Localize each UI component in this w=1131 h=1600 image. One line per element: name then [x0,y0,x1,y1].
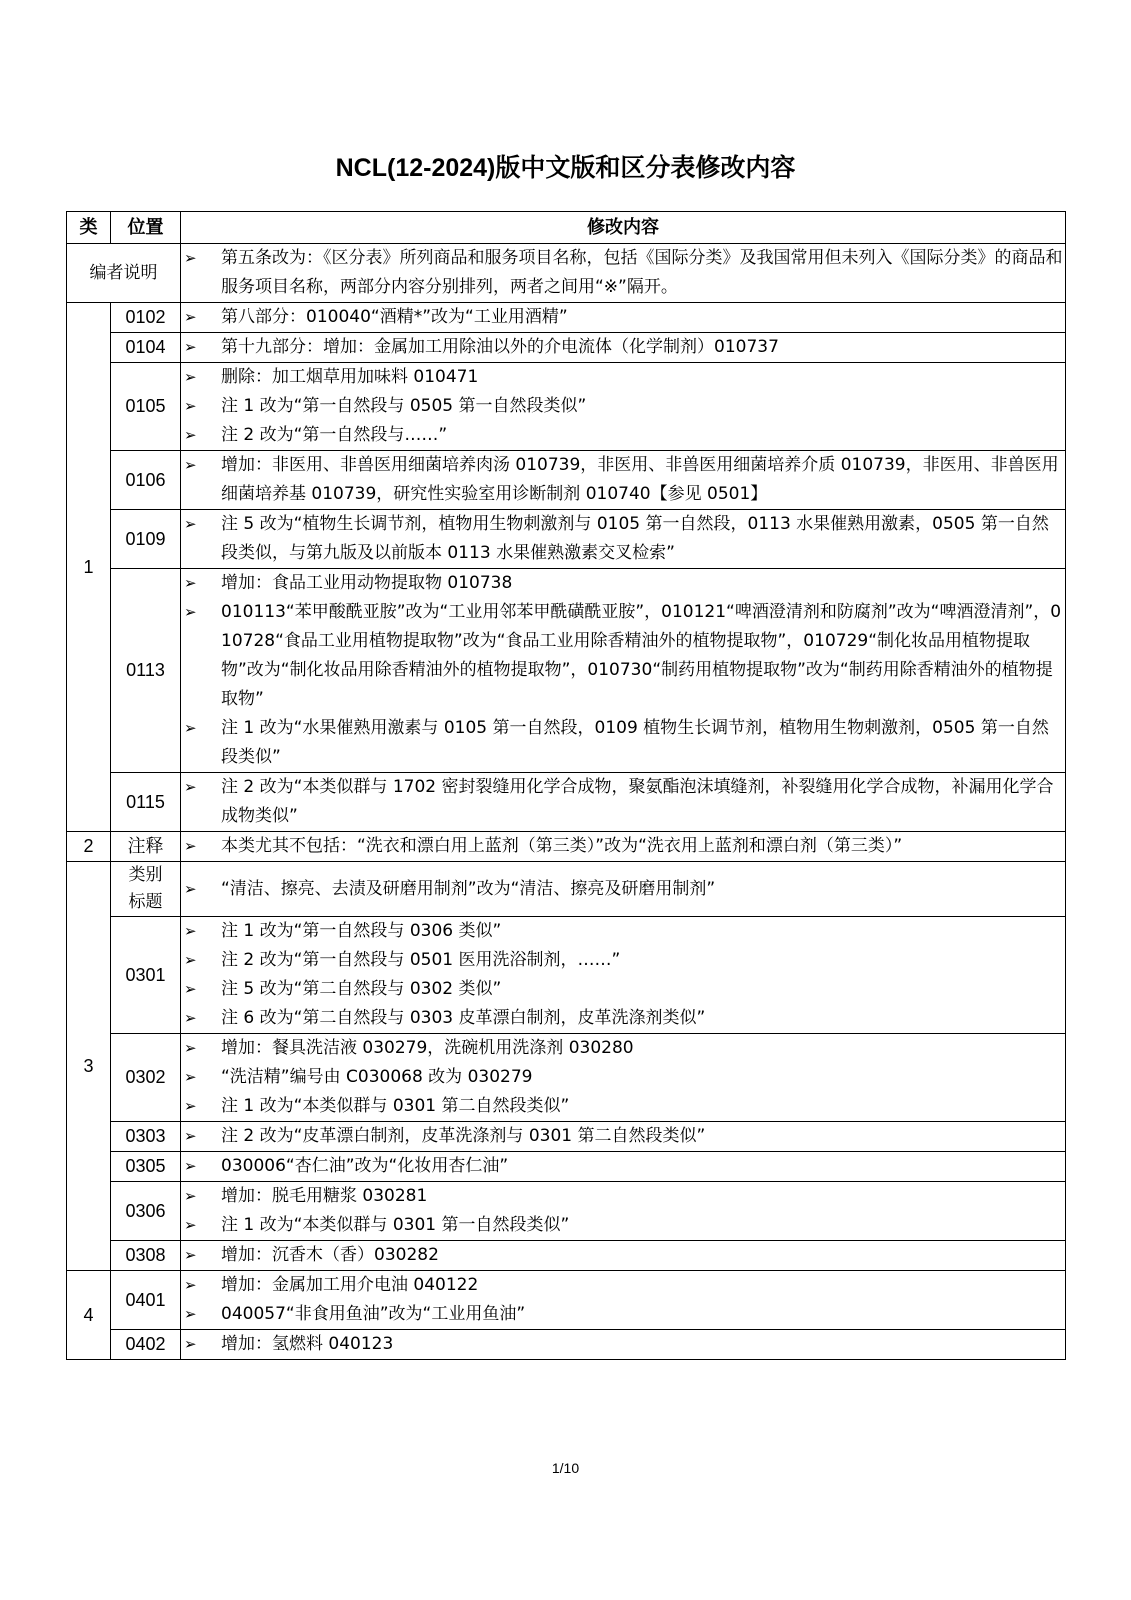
arrow-bullet-icon: ➢ [184,1216,197,1234]
table-row [67,1034,1066,1122]
position-cell: 类别标题 [111,862,181,917]
change-item-text: 增加：食品工业用动物提取物 010738 [221,573,513,593]
change-content-cell [181,363,1066,451]
table-row [67,1241,1066,1271]
change-content-cell [181,1122,1066,1152]
change-item [181,1063,1065,1092]
change-item-text: 注 5 改为“植物生长调节剂，植物用生物刺激剂与 0105 第一自然段，0113 水果催熟用激素，0505 第一自然段类似，与第九版及以前版本 0113 水果催熟激素交叉检索” [221,514,1049,563]
change-item [181,946,1065,975]
change-item-text: 注 1 改为“第一自然段与 0505 第一自然段类似” [221,396,587,416]
table-row [67,451,1066,510]
position-cell: 0115 [111,773,181,832]
change-item-text: 注 6 改为“第二自然段与 0303 皮革漂白制剂，皮革洗涤剂类似” [221,1008,706,1028]
change-item-text: 注 5 改为“第二自然段与 0302 类似” [221,979,502,999]
change-item-text: 删除：加工烟草用加味料 010471 [221,367,479,387]
revision-table [66,211,1066,1360]
table-row [67,862,1066,917]
arrow-bullet-icon: ➢ [184,1068,197,1086]
arrow-bullet-icon: ➢ [184,837,197,855]
arrow-bullet-icon: ➢ [184,338,197,356]
change-item-text: “清洁、擦亮、去渍及研磨用制剂”改为“清洁、擦亮及研磨用制剂” [221,878,716,899]
change-item [181,1092,1065,1121]
table-row [67,244,1066,303]
arrow-bullet-icon: ➢ [184,1187,197,1205]
change-item-text: 第五条改为：《区分表》所列商品和服务项目名称，包括《国际分类》及我国常用但未列入《国际分类》的商品和服务项目名称，两部分内容分别排列，两者之间用“※”隔开。 [221,248,1063,297]
change-item [181,363,1065,392]
class-number-cell: 1 [67,303,111,832]
class-number-cell: 2 [67,832,111,862]
change-item [181,510,1065,568]
change-item [181,875,1065,904]
change-item-text: 注 2 改为“本类似群与 1702 密封裂缝用化学合成物，聚氨酯泡沫填缝剂，补裂缝用化学合成物，补漏用化学合成物类似” [221,777,1054,826]
change-item [181,832,1065,861]
table-row [67,363,1066,451]
arrow-bullet-icon: ➢ [184,719,197,737]
change-item [181,1182,1065,1211]
change-item-text: 注 1 改为“第一自然段与 0306 类似” [221,921,502,941]
arrow-bullet-icon: ➢ [184,456,197,474]
change-item-text: 注 2 改为“第一自然段与 0501 医用洗浴制剂，……” [221,950,621,970]
change-item [181,714,1065,772]
change-item-text: 增加：餐具洗洁液 030279，洗碗机用洗涤剂 030280 [221,1038,634,1058]
change-item-text: 本类尤其不包括：“洗衣和漂白用上蓝剂（第三类）”改为“洗衣用上蓝剂和漂白剂（第三类）” [221,836,903,856]
change-item-text: 第十九部分：增加：金属加工用除油以外的介电流体（化学制剂）010737 [221,337,779,357]
change-item-text: 第八部分：010040“酒精*”改为“工业用酒精” [221,307,568,327]
change-item [181,773,1065,831]
change-item-text: 增加：脱毛用糖浆 030281 [221,1186,428,1206]
arrow-bullet-icon: ➢ [184,980,197,998]
change-item [181,598,1065,714]
arrow-bullet-icon: ➢ [184,603,197,621]
table-header-row [67,212,1066,244]
change-item [181,1034,1065,1063]
change-item [181,303,1065,332]
change-content-cell [181,1182,1066,1241]
change-item-text: 注 2 改为“皮革漂白制剂，皮革洗涤剂与 0301 第二自然段类似” [221,1126,706,1146]
change-content-cell [181,244,1066,303]
position-cell: 0303 [111,1122,181,1152]
position-cell: 0109 [111,510,181,569]
change-item [181,1330,1065,1359]
header-position: 位置 [111,212,181,244]
table-row [67,1330,1066,1360]
position-cell: 0301 [111,917,181,1034]
change-item-text: 注 1 改为“本类似群与 0301 第二自然段类似” [221,1096,570,1116]
change-content-cell [181,451,1066,510]
table-row [67,1152,1066,1182]
change-item-text: 010113“苯甲酸酰亚胺”改为“工业用邻苯甲酰磺酰亚胺”，010121“啤酒澄清剂和防腐剂”改为“啤酒澄清剂”，010728“食品工业用植物提取物”改为“食品工业用除香精油外的植物提取物”，010729“制化妆品用植物提取物”改为“制化妆品用除香精油外的植物提取物”，010730“制药用植物提取物”改为“制药用除香精油外的植物提取物” [221,602,1062,709]
page-number: 1/10 [551,1460,580,1476]
table-row [67,917,1066,1034]
arrow-bullet-icon: ➢ [184,951,197,969]
arrow-bullet-icon: ➢ [184,1335,197,1353]
table-row [67,832,1066,862]
arrow-bullet-icon: ➢ [184,1157,197,1175]
change-item [181,333,1065,362]
arrow-bullet-icon: ➢ [184,922,197,940]
arrow-bullet-icon: ➢ [184,397,197,415]
class-number-cell: 3 [67,862,111,1271]
arrow-bullet-icon: ➢ [184,1039,197,1057]
position-cell: 0402 [111,1330,181,1360]
change-item [181,392,1065,421]
header-class: 类 [67,212,111,244]
arrow-bullet-icon: ➢ [184,1246,197,1264]
position-cell: 0401 [111,1271,181,1330]
change-item [181,1152,1065,1181]
change-item-text: 增加：氢燃料 040123 [221,1334,394,1354]
change-item-text: 注 1 改为“水果催熟用激素与 0105 第一自然段，0109 植物生长调节剂，植物用生物刺激剂，0505 第一自然段类似” [221,718,1049,767]
change-item [181,917,1065,946]
change-item [181,1241,1065,1270]
arrow-bullet-icon: ➢ [184,1127,197,1145]
arrow-bullet-icon: ➢ [184,1305,197,1323]
position-cell: 0308 [111,1241,181,1271]
arrow-bullet-icon: ➢ [184,249,197,267]
change-content-cell [181,1271,1066,1330]
position-cell: 注释 [111,832,181,862]
position-cell: 0302 [111,1034,181,1122]
table-row [67,333,1066,363]
position-cell: 0106 [111,451,181,510]
change-item-text: 注 2 改为“第一自然段与……” [221,425,448,445]
arrow-bullet-icon: ➢ [184,1276,197,1294]
change-content-cell [181,832,1066,862]
change-content-cell [181,1152,1066,1182]
change-content-cell [181,917,1066,1034]
arrow-bullet-icon: ➢ [184,574,197,592]
change-content-cell [181,862,1066,917]
change-item [181,975,1065,1004]
position-cell: 0306 [111,1182,181,1241]
change-item [181,569,1065,598]
document-title: NCL(12-2024)版中文版和区分表修改内容 [335,154,796,182]
change-content-cell [181,773,1066,832]
change-item [181,1271,1065,1300]
position-cell: 0113 [111,569,181,773]
table-row [67,1271,1066,1330]
change-item-text: “洗洁精”编号由 C030068 改为 030279 [221,1067,533,1087]
change-item [181,421,1065,450]
change-content-cell [181,333,1066,363]
arrow-bullet-icon: ➢ [184,1097,197,1115]
arrow-bullet-icon: ➢ [184,778,197,796]
arrow-bullet-icon: ➢ [184,879,197,898]
change-item [181,1004,1065,1033]
change-item [181,1122,1065,1151]
change-content-cell [181,1034,1066,1122]
table-row [67,510,1066,569]
position-cell: 0104 [111,333,181,363]
change-content-cell [181,1330,1066,1360]
change-content-cell [181,303,1066,333]
arrow-bullet-icon: ➢ [184,515,197,533]
position-cell: 0305 [111,1152,181,1182]
table-body [67,244,1066,1360]
table-row [67,1182,1066,1241]
header-content: 修改内容 [181,212,1066,244]
change-item-text: 040057“非食用鱼油”改为“工业用鱼油” [221,1304,526,1324]
table-row [67,773,1066,832]
change-item [181,451,1065,509]
position-cell: 0102 [111,303,181,333]
arrow-bullet-icon: ➢ [184,1009,197,1027]
change-item-text: 增加：沉香木（香）030282 [221,1245,439,1265]
change-item [181,1211,1065,1240]
change-item-text: 增加：非医用、非兽医用细菌培养肉汤 010739，非医用、非兽医用细菌培养介质 010739，非医用、非兽医用细菌培养基 010739，研究性实验室用诊断制剂 010740【参见 0501】 [221,455,1059,504]
position-cell: 0105 [111,363,181,451]
editor-note-label: 编者说明 [67,244,181,303]
change-item-text: 030006“杏仁油”改为“化妆用杏仁油” [221,1156,509,1176]
change-content-cell [181,510,1066,569]
arrow-bullet-icon: ➢ [184,308,197,326]
change-item-text: 注 1 改为“本类似群与 0301 第一自然段类似” [221,1215,570,1235]
table-row [67,1122,1066,1152]
arrow-bullet-icon: ➢ [184,426,197,444]
change-item [181,244,1065,302]
table-row [67,569,1066,773]
arrow-bullet-icon: ➢ [184,368,197,386]
change-content-cell [181,569,1066,773]
change-item [181,1300,1065,1329]
class-number-cell: 4 [67,1271,111,1360]
change-content-cell [181,1241,1066,1271]
change-item-text: 增加：金属加工用介电油 040122 [221,1275,479,1295]
table-row [67,303,1066,333]
